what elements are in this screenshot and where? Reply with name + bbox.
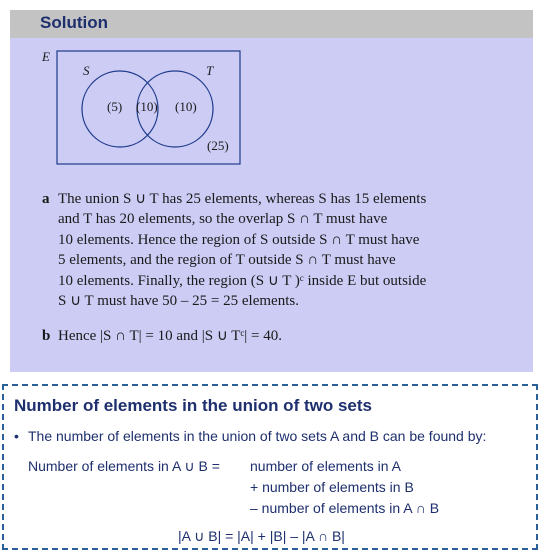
part-a-letter: a <box>42 191 50 207</box>
part-a-text <box>58 189 426 311</box>
solution-panel <box>10 10 533 372</box>
definition-title: Number of elements in the union of two sets <box>14 396 372 415</box>
t-only-count: (10) <box>175 99 197 114</box>
outside-count: (25) <box>207 138 229 153</box>
formula-symbolic: |A ∪ B| = |A| + |B| – |A ∩ B| <box>178 528 345 544</box>
intersection-count: (10) <box>136 99 158 114</box>
part-a-line: 10 elements. Hence the region of S outside S ∩ T must have <box>58 231 420 248</box>
part-a-line: and T has 20 elements, so the overlap S ∩ T must have <box>58 211 388 228</box>
formula-line: number of elements in A <box>250 458 401 474</box>
formula-line: – number of elements in A ∩ B <box>250 500 440 516</box>
set-t-label: T <box>206 63 214 78</box>
solution-title: Solution <box>40 13 108 32</box>
part-a-line: The union S ∪ T has 25 elements, whereas S has 15 elements <box>58 191 427 207</box>
universe-label: E <box>42 49 50 64</box>
definition-statement: The number of elements in the union of two sets A and B can be found by: <box>28 428 487 444</box>
part-a-line: 5 elements, and the region of T outside S ∩ T must have <box>58 252 396 269</box>
part-a-line: S ∪ T must have 50 – 25 = 25 elements. <box>58 293 299 310</box>
part-b-letter: b <box>42 328 51 344</box>
definition-box <box>2 384 538 550</box>
part-a-line: 10 elements. Finally, the region (S ∪ T )ᶜ inside E but outside <box>58 272 427 289</box>
venn-diagram <box>10 10 533 175</box>
bullet-icon: • <box>14 428 19 444</box>
formula-lhs: Number of elements in A ∪ B = <box>28 458 220 474</box>
set-s-label: S <box>83 63 90 78</box>
formula-line: + number of elements in B <box>250 479 414 495</box>
part-b-text: Hence |S ∩ T| = 10 and |S ∪ Tᶜ| = 40. <box>58 328 283 344</box>
s-only-count: (5) <box>107 99 123 114</box>
